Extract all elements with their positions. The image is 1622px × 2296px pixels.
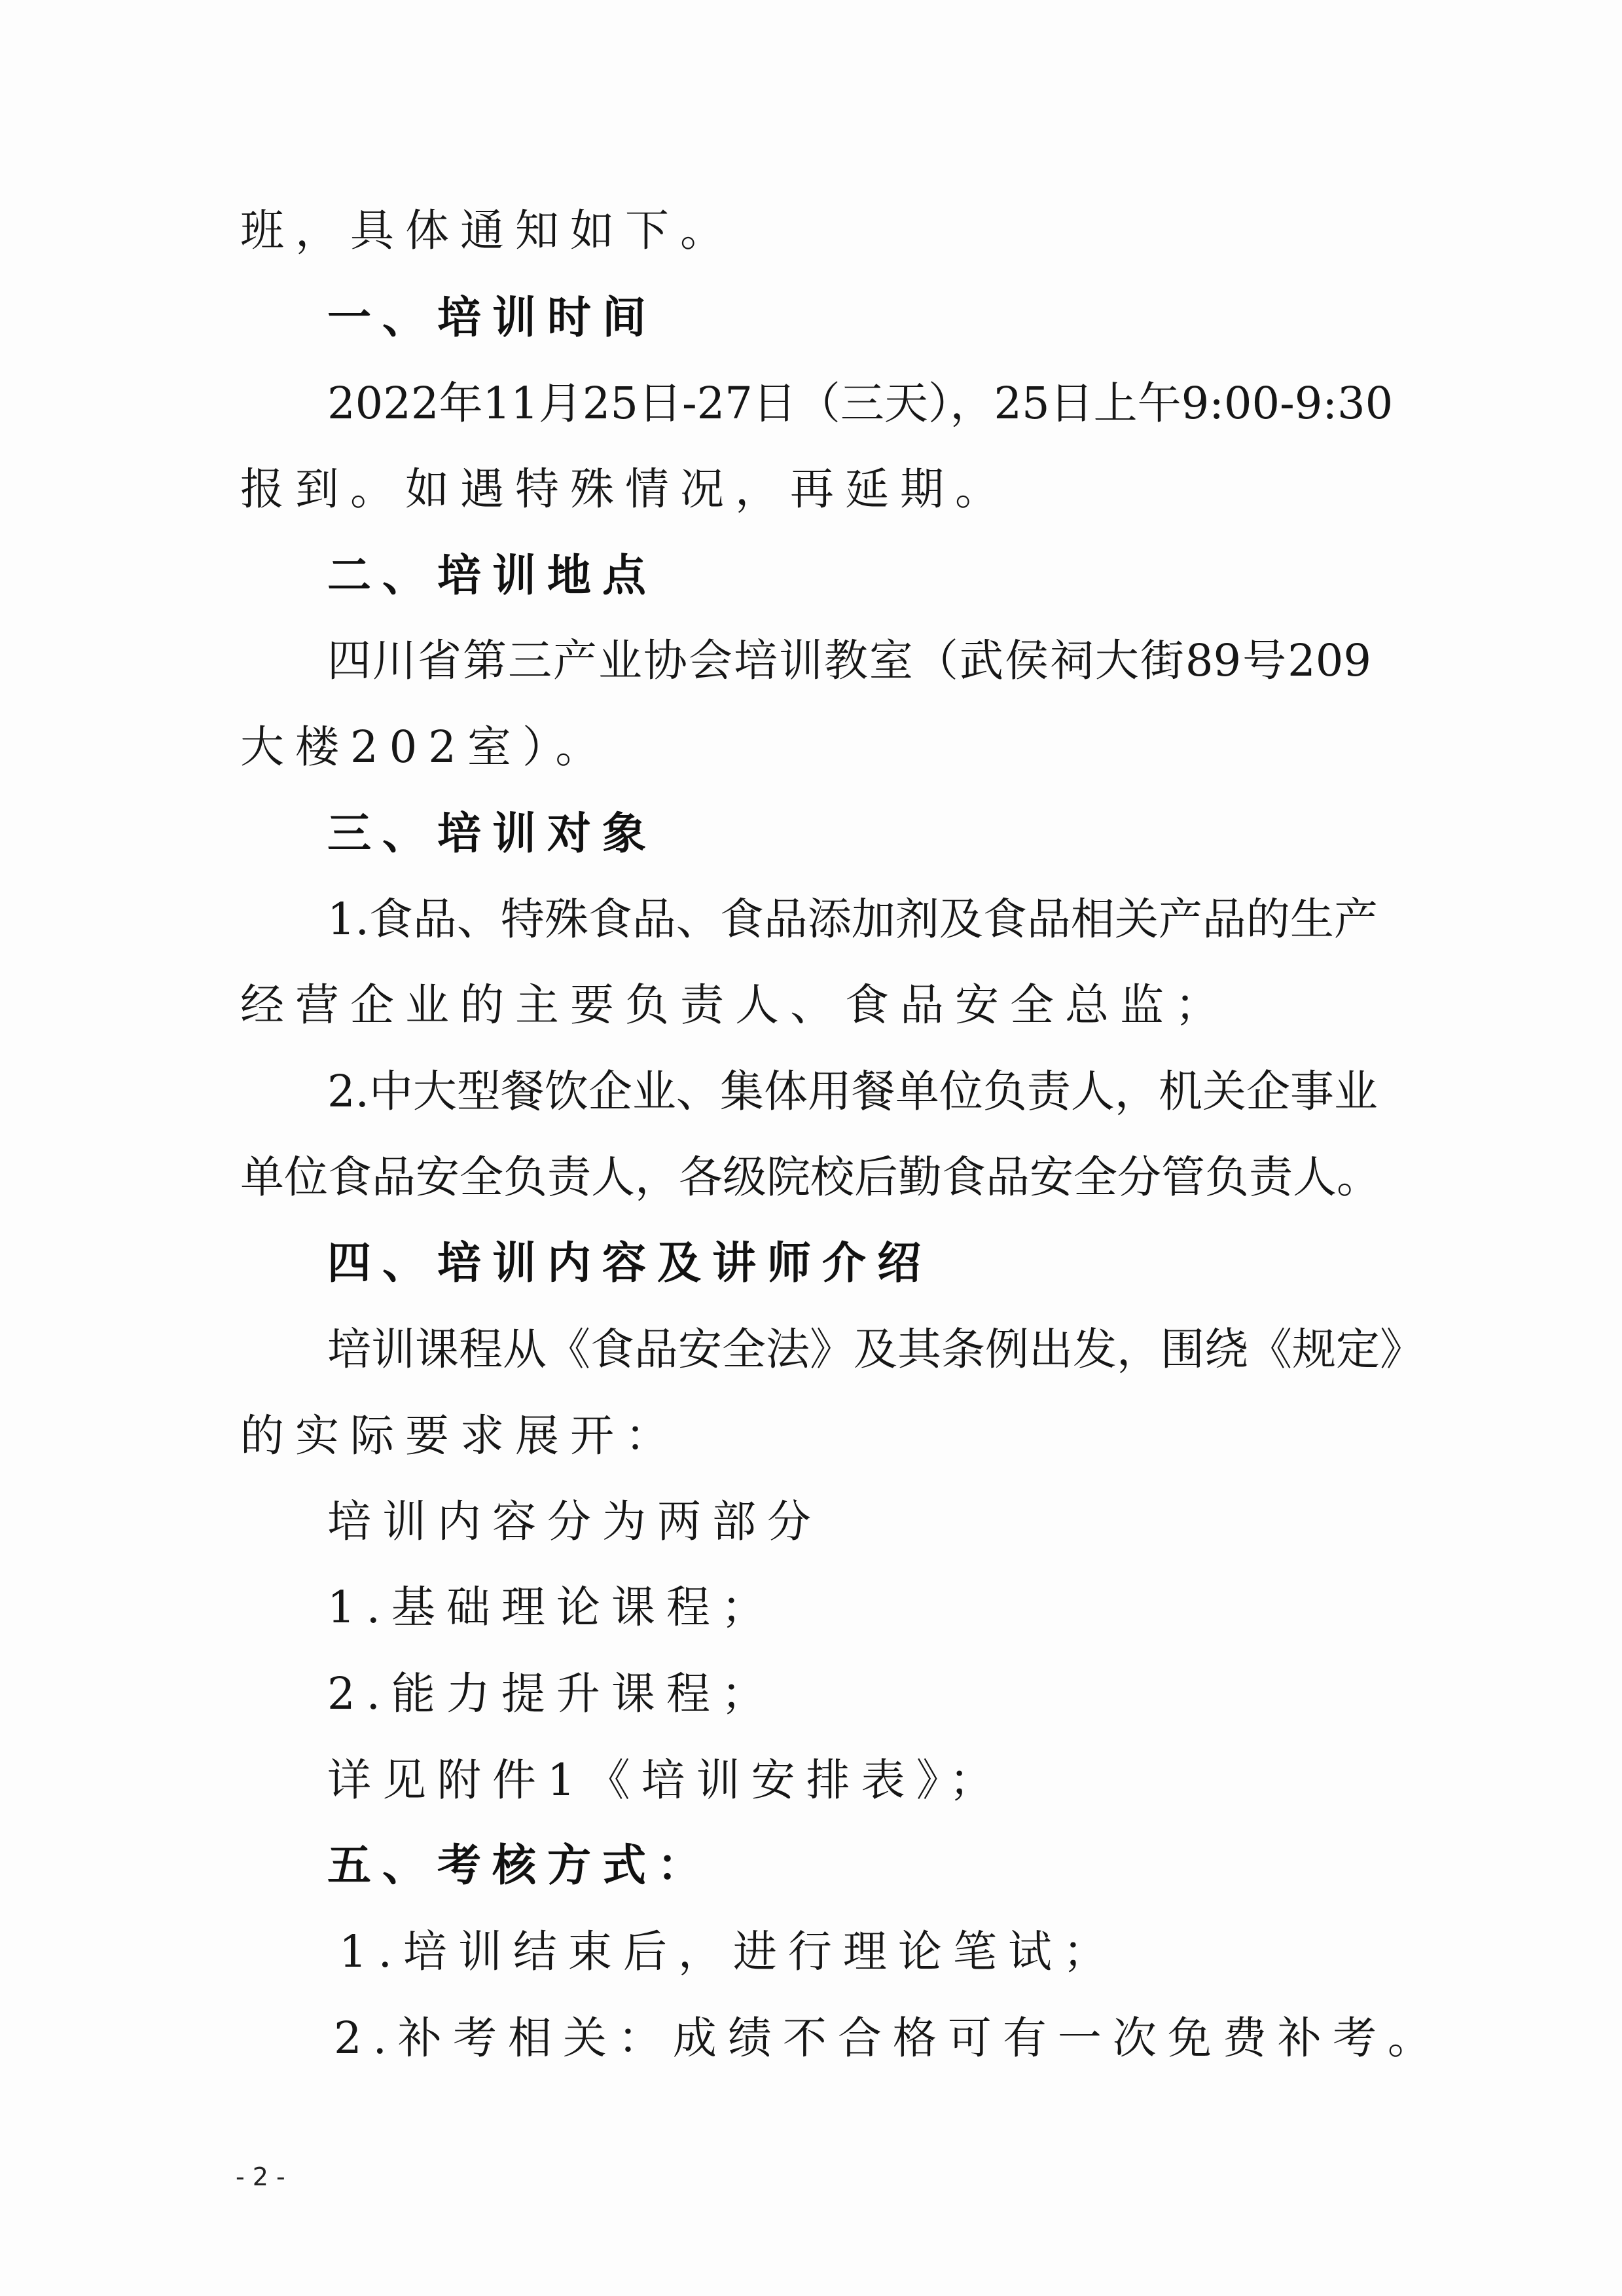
content-parts: 培训内容分为两部分 bbox=[327, 1496, 822, 1547]
heading-training-audience: 三、培训对象 bbox=[327, 808, 657, 859]
audience-item-1-cont: 经营企业的主要负责人、食品安全总监； bbox=[240, 979, 1230, 1030]
audience-item-2-cont: 单位食品安全负责人，各级院校后勤食品安全分管负责人。 bbox=[240, 1152, 1380, 1203]
training-location-text: 四川省第三产业协会培训教室（武侯祠大街89号209 bbox=[327, 635, 1371, 686]
training-time-note: 报到。如遇特殊情况，再延期。 bbox=[240, 464, 1010, 515]
assessment-item-2: 2.补考相关：成绩不合格可有一次免费补考。 bbox=[334, 2013, 1443, 2064]
audience-item-2: 2.中大型餐饮企业、集体用餐单位负责人，机关企事业 bbox=[327, 1066, 1378, 1117]
heading-training-location: 二、培训地点 bbox=[327, 550, 657, 601]
content-part-1: 1.基础理论课程； bbox=[327, 1582, 776, 1633]
assessment-item-1: 1.培训结束后，进行理论笔试； bbox=[339, 1926, 1118, 1977]
content-intro: 培训课程从《食品安全法》及其条例出发，围绕《规定》 bbox=[327, 1324, 1424, 1375]
content-intro-cont: 的实际要求展开： bbox=[240, 1410, 680, 1461]
training-location-text-cont: 大楼202室）。 bbox=[240, 721, 611, 773]
page-number: - 2 - bbox=[236, 2162, 285, 2191]
training-time-text: 2022年11月25日-27日（三天），25日上午9:00-9:30 bbox=[327, 378, 1394, 429]
heading-assessment: 五、考核方式： bbox=[327, 1840, 712, 1891]
heading-training-content: 四、培训内容及讲师介绍 bbox=[327, 1237, 932, 1288]
paragraph-intro-end: 班，具体通知如下。 bbox=[240, 205, 735, 256]
content-part-2: 2.能力提升课程； bbox=[327, 1668, 776, 1719]
audience-item-1: 1.食品、特殊食品、食品添加剂及食品相关产品的生产 bbox=[327, 894, 1378, 945]
heading-training-time: 一、培训时间 bbox=[327, 292, 657, 343]
content-attachment-ref: 详见附件1《培训安排表》； bbox=[327, 1755, 1005, 1806]
